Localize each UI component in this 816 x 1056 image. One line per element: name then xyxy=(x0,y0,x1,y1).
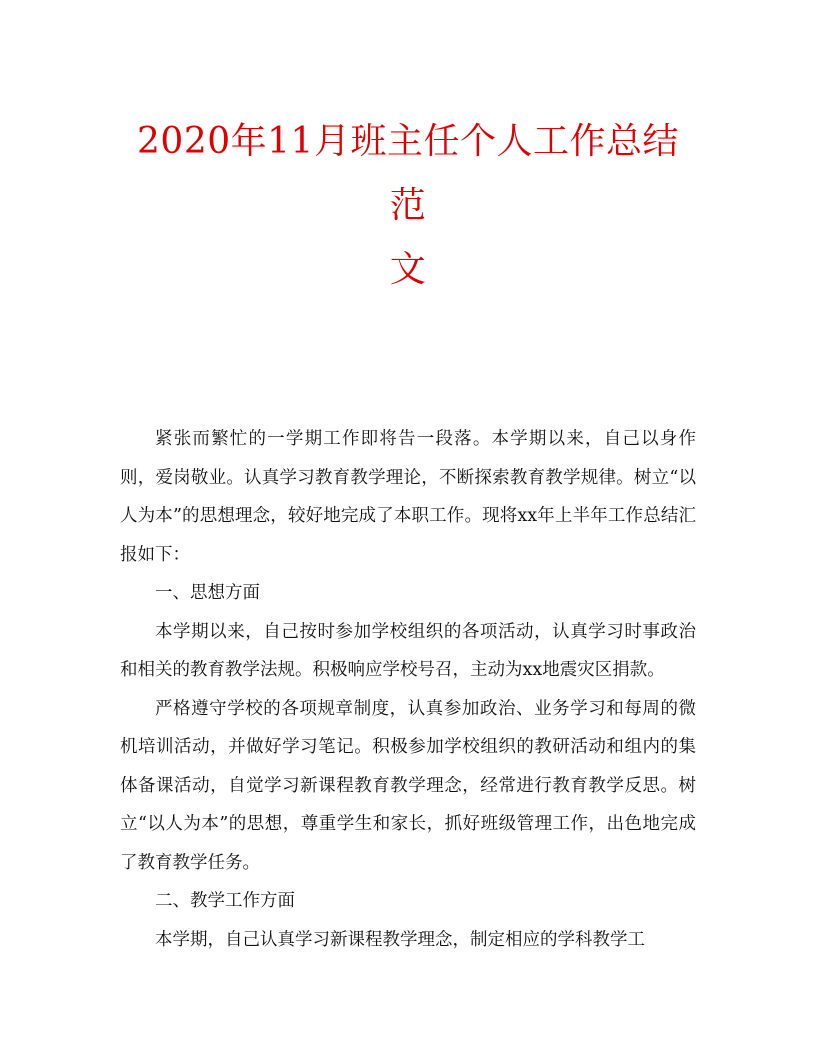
title-line-2: 文 xyxy=(389,249,427,290)
paragraph-teaching-1: 本学期，自己认真学习新课程教学理念，制定相应的学科教学工 xyxy=(155,929,645,950)
paragraph-intro: 紧张而繁忙的一学期工作即将告一段落。本学期以来，自己以身作则，爱岗敬业。认真学习教育教学理论，不断探索教育教学规律。树立“以人为本”的思想理念，较好地完成了本职工作。现将xx年上半年工作总结汇报如下： xyxy=(120,429,696,565)
paragraph-ideology-1: 本学期以来，自己按时参加学校组织的各项活动，认真学习时事政治和相关的教育教学法规。积极响应学校号召，主动为xx地震灾区捐款。 xyxy=(120,621,696,680)
section-heading-ideology: 一、思想方面 xyxy=(155,583,260,603)
document-title xyxy=(120,110,696,302)
document-body xyxy=(120,420,696,959)
paragraph-ideology-2: 严格遵守学校的各项规章制度，认真参加政治、业务学习和每周的微机培训活动，并做好学习笔记。积极参加学校组织的教研活动和组内的集体备课活动，自觉学习新课程教育教学理念，经常进行教育教学反思。树立“以人为本”的思想，尊重学生和家长，抓好班级管理工作，出色地完成了教育教学任务。 xyxy=(120,698,696,873)
title-line-1: 2020年11月班主任个人工作总结范 xyxy=(137,121,679,226)
section-heading-teaching: 二、教学工作方面 xyxy=(155,891,295,911)
